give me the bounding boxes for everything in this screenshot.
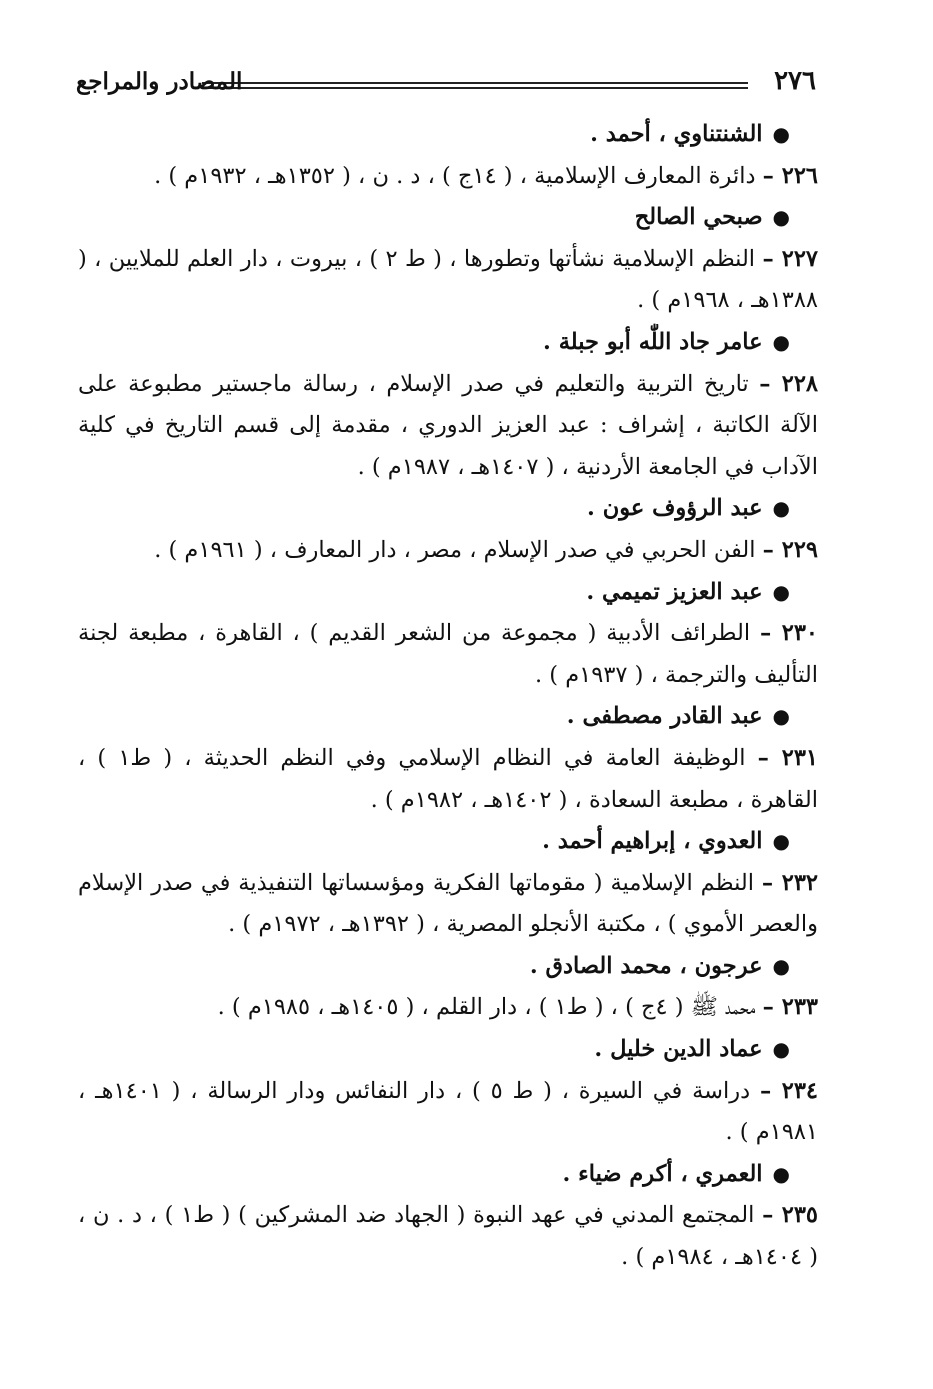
author-line: ●عماد الدين خليل . [594, 1036, 790, 1063]
author-line: ●عبد الرؤوف عون . [587, 495, 790, 522]
entry-number: ٢٣٥ – [762, 1202, 818, 1229]
author-line: ●عبد القادر مصطفى . [566, 703, 790, 730]
entry-text: الفن الحربي في صدر الإسلام ، مصر ، دار المعارف ، ( ١٩٦١م ) . [154, 536, 756, 563]
entry-number: ٢٢٩ – [762, 536, 818, 563]
bullet-icon: ● [772, 329, 790, 354]
bullet-icon: ● [772, 704, 790, 729]
header-rule [202, 82, 748, 89]
reference-entry [78, 156, 818, 198]
entry-number: ٢٣٠ – [759, 620, 818, 647]
bullet-icon: ● [772, 829, 790, 854]
reference-entry [78, 364, 818, 489]
entry-text: المجتمع المدني في عهد النبوة ( الجهاد ضد المشركين ) ( ط١ ) ، د . ن ، ( ١٤٠٤هـ ، ١٩٨٤م ) . [78, 1202, 818, 1271]
entry-text: النظم الإسلامية نشأتها وتطورها ، ( ط ٢ ) ، بيروت ، دار العلم للملايين ، ( ١٣٨٨هـ ، ١٩٦٨م ) . [78, 245, 818, 314]
bullet-icon: ● [772, 496, 790, 521]
author-line: ●عرجون ، محمد الصادق . [529, 952, 790, 979]
reference-entry [78, 613, 818, 696]
author-line: ●عبد العزيز تميمي . [586, 578, 790, 605]
author-line: ●العمري ، أكرم ضياء . [562, 1160, 790, 1187]
entry-text: محمد ﷺ ( ٤ج ) ، ( ط١ ) ، دار القلم ، ( ١٤٠٥هـ ، ١٩٨٥م ) . [217, 994, 756, 1021]
entry-number: ٢٢٨ – [759, 370, 818, 397]
page-number: ٢٧٦ [774, 66, 816, 96]
entry-number: ٢٢٧ – [762, 245, 818, 272]
bullet-icon: ● [772, 122, 790, 146]
references-list [78, 114, 818, 1279]
bullet-icon: ● [772, 205, 790, 230]
entry-number: ٢٣٢ – [761, 869, 818, 896]
author-line: ●صبحي الصالح [634, 204, 790, 231]
entry-number: ٢٣٤ – [759, 1077, 818, 1104]
entry-number: ٢٢٦ – [762, 162, 818, 189]
reference-entry [78, 1195, 818, 1278]
bullet-icon: ● [772, 953, 790, 978]
author-line: ●عامر جاد اللّٰه أبو جبلة . [543, 328, 790, 355]
author-line: ●العدوي ، إبراهيم أحمد . [542, 828, 790, 855]
entry-number: ٢٣١ – [757, 744, 818, 771]
bullet-icon: ● [772, 579, 790, 604]
reference-entry [78, 239, 818, 322]
entry-text: الوظيفة العامة في النظام الإسلامي وفي النظم الحديثة ، ( ط١ ) ، القاهرة ، مطبعة السعادة ، ( ١٤٠٢هـ ، ١٩٨٢م ) . [78, 744, 818, 813]
entry-text: تاريخ التربية والتعليم في صدر الإسلام ، رسالة ماجستير مطبوعة على الآلة الكاتبة ، إشراف : عبد العزيز الدوري ، مقدمة إلى قسم التاريخ في كلية الآداب في الجامعة الأردنية ، ( ١٤٠٧هـ ، ١٩٨٧م ) . [78, 370, 818, 480]
entry-number: ٢٣٣ – [762, 994, 818, 1021]
running-title: المصادر والمراجع [76, 68, 243, 95]
author-line: ●الشنتناوي ، أحمد . [590, 121, 790, 147]
reference-entry [78, 863, 818, 946]
reference-entry [78, 987, 818, 1029]
bullet-icon: ● [772, 1161, 790, 1186]
entry-text: الطرائف الأدبية ( مجموعة من الشعر القديم ) ، القاهرة ، مطبعة لجنة التأليف والترجمة ، ( ١٩٣٧م ) . [78, 620, 818, 688]
entry-text: دراسة في السيرة ، ( ط ٥ ) ، دار النفائس ودار الرسالة ، ( ١٤٠١هـ ، ١٩٨١م ) . [78, 1077, 818, 1146]
entry-text: دائرة المعارف الإسلامية ، ( ١٤ج ) ، د . ن ، ( ١٣٥٢هـ ، ١٩٣٢م ) . [154, 162, 756, 189]
reference-entry [78, 1071, 818, 1154]
page-header [76, 64, 816, 104]
entry-text: النظم الإسلامية ( مقوماتها الفكرية ومؤسساتها التنفيذية في صدر الإسلام والعصر الأموي ) ، مكتبة الأنجلو المصرية ، ( ١٣٩٢هـ ، ١٩٧٢م ) . [78, 869, 818, 938]
reference-entry [78, 530, 818, 572]
bullet-icon: ● [772, 1037, 790, 1062]
reference-entry [78, 738, 818, 821]
